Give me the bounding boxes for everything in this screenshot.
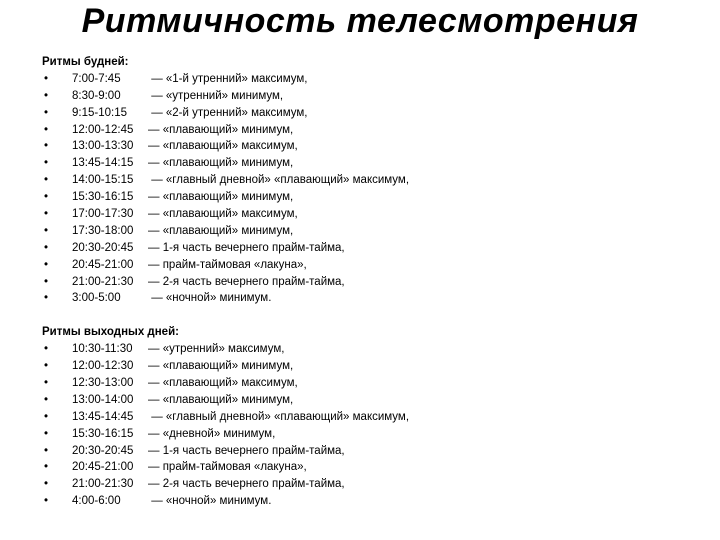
list-item [42,206,702,223]
list-item [42,493,702,510]
list-item [42,409,702,426]
list-item [42,223,702,240]
slide-title: Ритмичность телесмотрения [81,2,639,40]
bullet-icon: • [44,174,49,187]
time-range: 20:30-20:45 [72,241,134,254]
list-item [42,122,702,139]
time-range: 13:00-13:30 [72,140,134,153]
rhythm-description: — «2-й утренний» максимум, [148,106,308,119]
list-item [42,375,702,392]
time-range: 13:00-14:00 [72,393,134,406]
bullet-icon: • [44,343,49,356]
bullet-icon: • [44,393,49,406]
bullet-icon: • [44,410,49,423]
list-item [42,138,702,155]
time-range: 12:30-13:00 [72,377,134,390]
time-range: 15:30-16:15 [72,427,134,440]
bullet-icon: • [44,123,49,136]
rhythm-description: — «плавающий» минимум, [148,393,294,406]
time-range: 8:30-9:00 [72,89,121,102]
rhythm-description: — прайм-таймовая «лакуна», [148,461,307,474]
weekends-heading: Ритмы выходных дней: [42,326,179,339]
time-range: 12:00-12:45 [72,123,134,136]
rhythm-description: — «главный дневной» «плавающий» максимум, [148,410,410,423]
weekends-list [42,341,702,510]
time-range: 12:00-12:30 [72,360,134,373]
rhythm-description: — «плавающий» минимум, [148,123,294,136]
rhythm-description: — 2-я часть вечернего прайм-тайма, [148,478,345,491]
time-range: 21:00-21:30 [72,478,134,491]
list-item [42,443,702,460]
list-item [42,290,702,307]
list-item [42,105,702,122]
bullet-icon: • [44,106,49,119]
bullet-icon: • [44,275,49,288]
time-range: 17:30-18:00 [72,224,134,237]
time-range: 20:45-21:00 [72,461,134,474]
bullet-icon: • [44,292,49,305]
rhythm-description: — 1-я часть вечернего прайм-тайма, [148,241,345,254]
list-item [42,240,702,257]
weekdays-heading: Ритмы будней: [42,56,129,68]
rhythm-description: — 1-я часть вечернего прайм-тайма, [148,444,345,457]
time-range: 21:00-21:30 [72,275,134,288]
list-item [42,426,702,443]
bullet-icon: • [44,360,49,373]
rhythm-description: — «плавающий» максимум, [148,377,298,390]
rhythm-description: — «утренний» минимум, [148,89,284,102]
time-range: 14:00-15:15 [72,174,134,187]
rhythm-description: — «1-й утренний» максимум, [148,72,308,85]
rhythm-description: — «главный дневной» «плавающий» максимум, [148,174,410,187]
list-item [42,341,702,358]
rhythm-description: — «плавающий» минимум, [148,360,294,373]
rhythm-description: — «ночной» минимум. [148,292,272,305]
rhythm-description: — «плавающий» минимум, [148,191,294,204]
rhythm-description: — «дневной» минимум, [148,427,276,440]
rhythm-description: — «плавающий» максимум, [148,140,298,153]
weekdays-list [42,71,702,307]
rhythm-description: — «плавающий» минимум, [148,157,294,170]
bullet-icon: • [44,258,49,271]
time-range: 7:00-7:45 [72,72,121,85]
bullet-icon: • [44,461,49,474]
list-item [42,172,702,189]
bullet-icon: • [44,427,49,440]
bullet-icon: • [44,140,49,153]
rhythm-description: — прайм-таймовая «лакуна», [148,258,307,271]
bullet-icon: • [44,208,49,221]
rhythm-description: — «ночной» минимум. [148,495,272,508]
bullet-icon: • [44,157,49,170]
rhythm-description: — «плавающий» максимум, [148,208,298,221]
time-range: 10:30-11:30 [72,343,133,356]
time-range: 20:30-20:45 [72,444,134,457]
time-range: 20:45-21:00 [72,258,134,271]
list-item [42,274,702,291]
list-item [42,476,702,493]
bullet-icon: • [44,224,49,237]
list-item [42,189,702,206]
bullet-icon: • [44,377,49,390]
list-item [42,358,702,375]
time-range: 17:00-17:30 [72,208,134,221]
bullet-icon: • [44,478,49,491]
list-item [42,88,702,105]
list-item [42,392,702,409]
time-range: 3:00-5:00 [72,292,121,305]
bullet-icon: • [44,495,49,508]
rhythm-description: — «утренний» максимум, [148,343,285,356]
list-item [42,71,702,88]
time-range: 15:30-16:15 [72,191,134,204]
bullet-icon: • [44,89,49,102]
rhythm-description: — «плавающий» минимум, [148,224,294,237]
list-item [42,257,702,274]
time-range: 13:45-14:15 [72,157,134,170]
slide-content [42,54,702,510]
list-item [42,155,702,172]
bullet-icon: • [44,241,49,254]
bullet-icon: • [44,72,49,85]
time-range: 4:00-6:00 [72,495,121,508]
time-range: 13:45-14:45 [72,410,134,423]
bullet-icon: • [44,444,49,457]
list-item [42,459,702,476]
bullet-icon: • [44,191,49,204]
rhythm-description: — 2-я часть вечернего прайм-тайма, [148,275,345,288]
section-divider [42,307,702,324]
time-range: 9:15-10:15 [72,106,127,119]
